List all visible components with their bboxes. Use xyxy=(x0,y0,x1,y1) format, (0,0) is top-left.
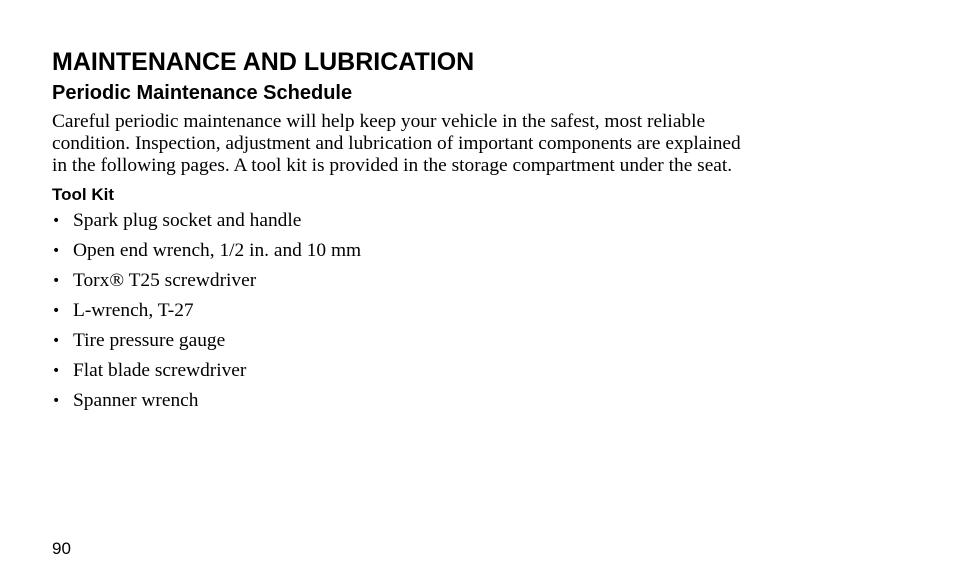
list-item-text: Spark plug socket and handle xyxy=(73,210,302,231)
list-item-text: Flat blade screwdriver xyxy=(73,360,247,381)
bullet-icon: • xyxy=(52,273,61,289)
list-item-text: Open end wrench, 1/2 in. and 10 mm xyxy=(73,240,362,261)
list-item xyxy=(52,236,361,266)
subsection-title: Periodic Maintenance Schedule xyxy=(52,82,353,104)
section-title: MAINTENANCE AND LUBRICATION xyxy=(52,48,475,76)
bullet-icon: • xyxy=(52,393,61,409)
list-item xyxy=(52,386,361,416)
bullet-icon: • xyxy=(52,363,61,379)
intro-line: Careful periodic maintenance will help keep your vehicle in the safest, most reliable xyxy=(52,111,706,132)
intro-line: in the following pages. A tool kit is provided in the storage compartment under the seat. xyxy=(52,155,733,176)
bullet-icon: • xyxy=(52,243,61,259)
list-item xyxy=(52,206,361,236)
intro-line: condition. Inspection, adjustment and lubrication of important components are explained xyxy=(52,133,741,154)
bullet-icon: • xyxy=(52,333,61,349)
page-number: 90 xyxy=(52,539,71,558)
list-item-text: L-wrench, T-27 xyxy=(73,300,194,321)
bullet-icon: • xyxy=(52,213,61,229)
list-item-text: Tire pressure gauge xyxy=(73,330,226,351)
list-item xyxy=(52,326,361,356)
list-item xyxy=(52,356,361,386)
bullet-icon: • xyxy=(52,303,61,319)
list-item xyxy=(52,266,361,296)
tool-kit-list xyxy=(52,206,361,416)
list-item xyxy=(52,296,361,326)
intro-paragraph xyxy=(52,111,872,177)
tool-kit-heading: Tool Kit xyxy=(52,185,114,204)
list-item-text: Torx® T25 screwdriver xyxy=(73,270,257,291)
list-item-text: Spanner wrench xyxy=(73,390,199,411)
